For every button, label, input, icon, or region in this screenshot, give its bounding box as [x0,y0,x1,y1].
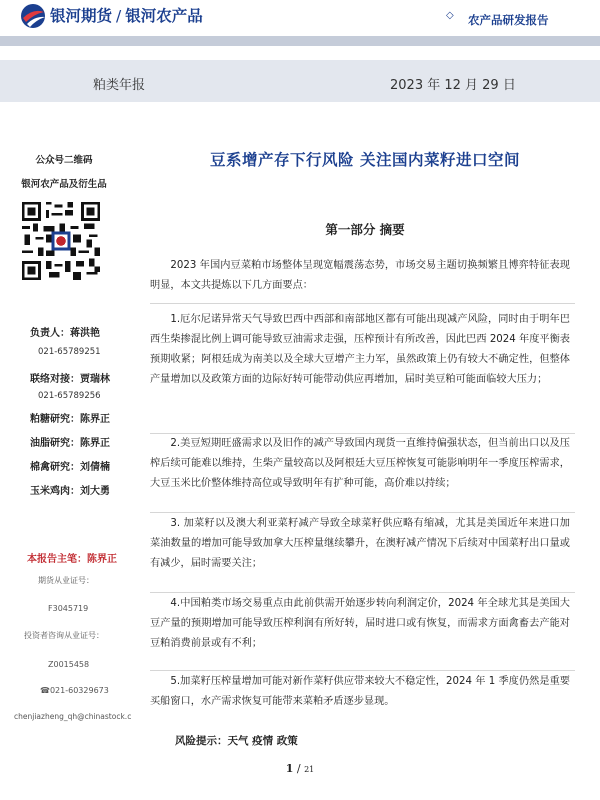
report-date: 2023 年 12 月 29 日 [390,78,516,93]
point-1: 1.厄尔尼诺异常天气导致巴西中西部和南部地区都有可能出现减产风险，同时由于明年巴西生柴掺混比例上调可能导致豆油需求走强，压榨预计有所改善，因此巴西 2024 年度平衡表预期收紧；阿根廷成为南美以及全球大豆增产主力军，虽然政策上仍有较大不确定性，但整体产量增加以及政策方面的边际好转可能带动供应再增加，届时美豆粕可能面临较大压力； [150,314,570,385]
brand-separator: / [116,7,122,25]
sidebar-cotton: 棉禽研究：刘倩楠 [30,462,110,473]
advisor-label: 投资者咨询从业证号： [24,631,104,640]
sidebar-corn: 玉米鸡肉：刘大勇 [30,486,110,497]
page-number [0,762,600,775]
phone-icon: ☎021-60329673 [40,686,109,695]
header-bar [0,0,600,36]
email-icon[interactable]: chenjiazheng_qh@chinastock.c [14,712,132,721]
qr-code-icon [22,202,100,280]
header-band [0,36,600,46]
license-label: 期货从业证号： [38,576,94,585]
divider [150,303,575,304]
page-current: 1 [285,762,294,775]
page-separator: / [296,762,301,775]
sidebar-oil: 油脂研究：陈界正 [30,438,110,449]
brand-name [50,4,203,26]
qr-caption: 银河农产品及衍生品 [21,179,107,190]
sidebar-contact: 联络对接：贾瑞林 [30,374,110,385]
license-number: F3045719 [48,604,89,613]
report-series: 粕类年报 [93,78,146,93]
point-2: 2.美豆短期旺盛需求以及旧作的减产导致国内现货一直维持偏强状态，但当前出口以及压榨后续可能难以维持，生柴产量较高以及阿根廷大豆压榨恢复可能影响明年一季度压榨需求，大豆玉米比价整体维持高位或导致明年有扩种可能，高价难以持续； [150,438,570,489]
divider [150,512,575,513]
divider [150,670,575,671]
section-heading: 第一部分 摘要 [325,222,405,237]
sidebar-lead-phone: 021-65789251 [38,347,101,357]
point-4: 4.中国粕类市场交易重点由此前供需开始逐步转向利润定价，2024 年全球尤其是美国大豆产量的预期增加可能导致压榨利润有所好转，届时进口或有恢复，而需求方面禽畜去产能对豆粕消费前景或有不利； [150,598,570,649]
risk-notice: 风险提示：天气 疫情 政策 [175,735,298,747]
sidebar-meal: 粕糖研究：陈界正 [30,414,110,425]
point-3: 3. 加菜籽以及澳大利亚菜籽减产导致全球菜籽供应略有缩减，尤其是美国近年来进口加菜油数量的增加可能导致加拿大压榨量继续攀升，在澳籽减产情况下后续对中国菜籽出口量或有减少，届时需要关注； [150,518,570,569]
qr-heading: 公众号二维码 [35,155,93,166]
brand-right: 银河农产品 [125,7,203,25]
report-title: 豆系增产存下行风险 关注国内菜籽进口空间 [210,151,520,169]
divider [150,592,575,593]
sidebar-lead: 负责人：蒋洪艳 [30,328,100,339]
brand-left: 银河期货 [50,7,113,25]
sidebar [0,142,132,742]
point-5: 5.加菜籽压榨量增加可能对新作菜籽供应带来较大不稳定性，2024 年 1 季度仍然是重要买船窗口，水产需求恢复可能带来菜粕矛盾逐步显现。 [150,676,570,707]
report-type: 农产品研发报告 [468,13,549,27]
sidebar-author: 本报告主笔：陈界正 [27,554,117,565]
diamond-icon: ◇ [446,10,454,21]
galaxy-logo-icon [18,2,48,30]
sidebar-contact-phone: 021-65789256 [38,391,101,401]
intro-paragraph: 2023 年国内豆菜粕市场整体呈现宽幅震荡态势，市场交易主题切换频繁且博弈特征表现明显，本文共提炼以下几方面要点： [150,260,570,291]
advisor-number: Z0015458 [48,660,90,669]
page-total: 21 [304,765,315,774]
